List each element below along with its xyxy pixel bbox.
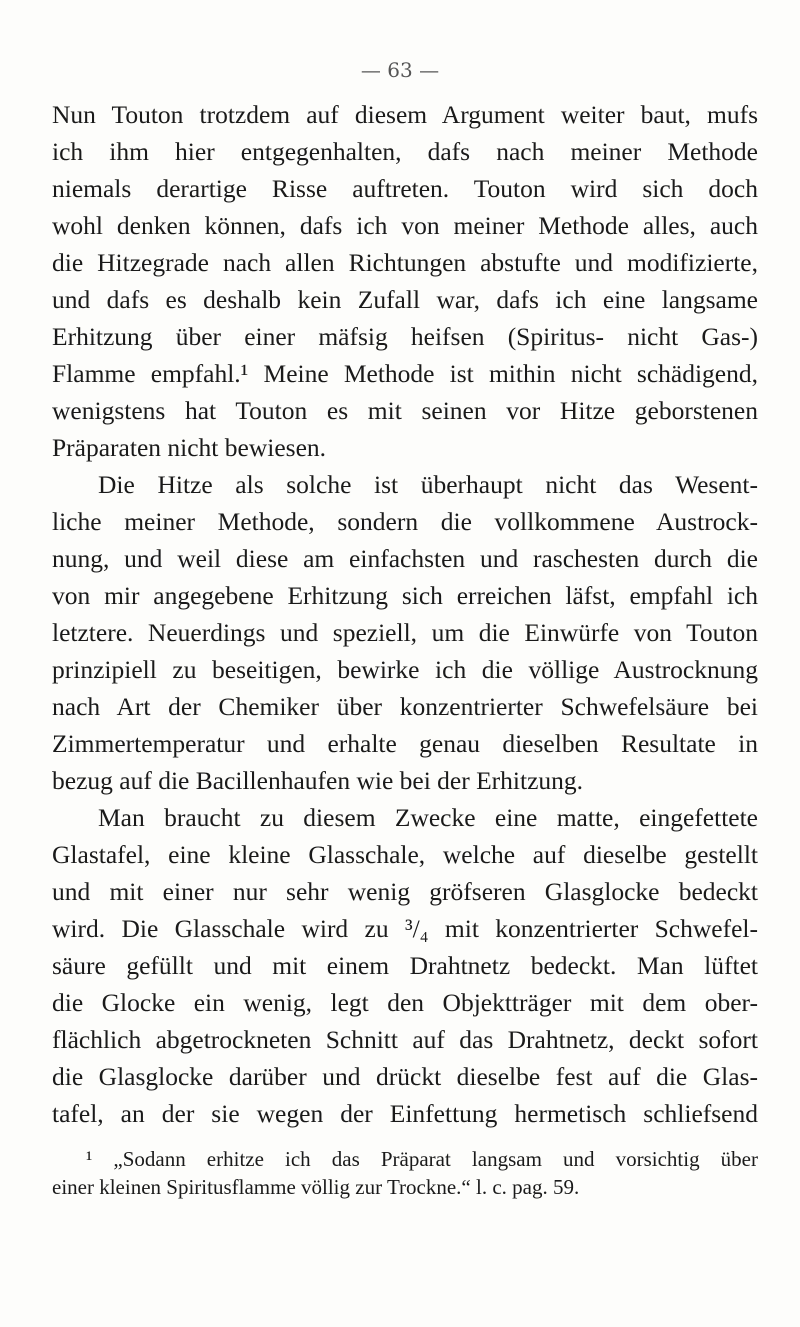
text-line: wird. Die Glasschale wird zu ³/₄ mit konzentrierter Schwefel- [52, 914, 758, 943]
text-line: Man braucht zu diesem Zwecke eine matte, eingefettete [98, 803, 758, 832]
text-line: Präparaten nicht bewiesen. [52, 433, 327, 462]
text-line: Flamme empfahl.¹ Meine Methode ist mithin nicht schädigend, [52, 359, 758, 388]
page-number: — 63 — [360, 58, 440, 82]
text-line: Nun Touton trotzdem auf diesem Argument weiter baut, mufs [52, 100, 758, 129]
text-line: die Glasglocke darüber und drückt dieselbe fest auf die Glas- [52, 1062, 758, 1091]
text-line: die Glocke ein wenig, legt den Objektträger mit dem ober- [52, 988, 758, 1017]
footnote-line: einer kleinen Spiritusflamme völlig zur Trockne.“ l. c. pag. 59. [52, 1175, 580, 1199]
text-line: von mir angegebene Erhitzung sich erreichen läfst, empfahl ich [52, 581, 758, 610]
text-line: bezug auf die Bacillenhaufen wie bei der Erhitzung. [52, 766, 584, 795]
text-line: wohl denken können, dafs ich von meiner Methode alles, auch [52, 211, 758, 240]
text-line: Glastafel, eine kleine Glasschale, welche auf dieselbe gestellt [52, 840, 758, 869]
text-line: liche meiner Methode, sondern die vollkommene Austrock- [52, 507, 758, 536]
text-line: Die Hitze als solche ist überhaupt nicht das Wesent- [98, 470, 758, 499]
text-line: letztere. Neuerdings und speziell, um die Einwürfe von Touton [52, 618, 758, 647]
text-line: nung, und weil diese am einfachsten und raschesten durch die [52, 544, 758, 573]
text-line: Zimmertemperatur und erhalte genau dieselben Resultate in [52, 729, 758, 758]
text-line: die Hitzegrade nach allen Richtungen abstufte und modifizierte, [52, 248, 758, 277]
text-line: Erhitzung über einer mäfsig heifsen (Spiritus- nicht Gas-) [52, 322, 758, 351]
footnote-line: ¹ „Sodann erhitze ich das Präparat langsam und vorsichtig über [86, 1147, 758, 1171]
text-line: nach Art der Chemiker über konzentrierter Schwefelsäure bei [52, 692, 758, 721]
text-line: wenigstens hat Touton es mit seinen vor Hitze geborstenen [52, 396, 758, 425]
text-line: ich ihm hier entgegenhalten, dafs nach meiner Methode [52, 137, 758, 166]
text-line: säure gefüllt und mit einem Drahtnetz bedeckt. Man lüftet [52, 951, 758, 980]
text-line: und mit einer nur sehr wenig gröfseren Glasglocke bedeckt [52, 877, 758, 906]
text-line: tafel, an der sie wegen der Einfettung hermetisch schliefsend [52, 1099, 758, 1128]
text-line: niemals derartige Risse auftreten. Touton wird sich doch [52, 174, 758, 203]
text-line: flächlich abgetrockneten Schnitt auf das Drahtnetz, deckt sofort [52, 1025, 758, 1054]
text-line: prinzipiell zu beseitigen, bewirke ich die völlige Austrocknung [52, 655, 758, 684]
text-line: und dafs es deshalb kein Zufall war, dafs ich eine langsame [52, 285, 758, 314]
